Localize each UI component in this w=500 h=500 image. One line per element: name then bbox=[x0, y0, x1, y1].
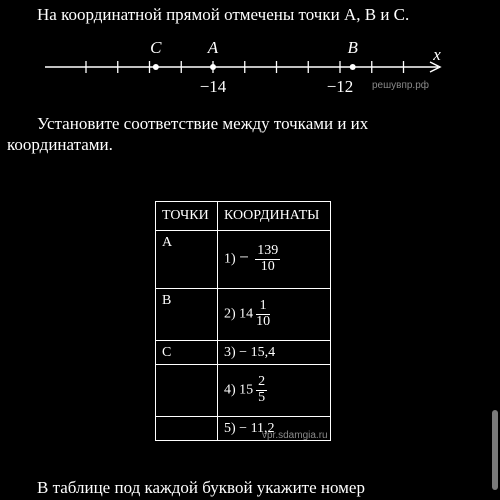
tick-label-minus12: −12 bbox=[326, 77, 354, 96]
coord-whole: 15 bbox=[239, 382, 254, 398]
point-cell: B bbox=[156, 289, 218, 341]
denominator: 10 bbox=[256, 314, 271, 329]
denominator: 5 bbox=[258, 390, 266, 405]
numerator: 2 bbox=[258, 374, 266, 390]
point-cell: C bbox=[156, 341, 218, 365]
coord-number: 3) bbox=[224, 344, 236, 360]
point-cell bbox=[156, 365, 218, 417]
point-c bbox=[153, 64, 159, 70]
point-label-a: A bbox=[207, 38, 219, 57]
header-coords: КООРДИНАТЫ bbox=[218, 202, 331, 231]
header-points: ТОЧКИ bbox=[156, 202, 218, 231]
point-cell: A bbox=[156, 231, 218, 289]
point-label-c: C bbox=[150, 38, 162, 57]
point-a bbox=[210, 64, 216, 70]
numerator: 139 bbox=[257, 243, 279, 259]
denominator: 10 bbox=[260, 259, 275, 274]
table-row bbox=[156, 341, 331, 365]
coord-value: − 11,2 bbox=[239, 420, 275, 436]
coord-value: − 15,4 bbox=[239, 344, 276, 360]
coord-cell bbox=[218, 341, 331, 365]
coord-number: 5) bbox=[224, 420, 236, 436]
scrollbar-thumb[interactable] bbox=[492, 410, 498, 490]
watermark-sdamgia: vpr.sdamgia.ru bbox=[262, 430, 328, 441]
coord-cell bbox=[218, 289, 331, 341]
axis-label-x: x bbox=[433, 45, 441, 64]
fraction bbox=[256, 375, 267, 405]
task-text-line2: координатами. bbox=[7, 135, 113, 154]
fraction bbox=[255, 244, 280, 274]
table-row bbox=[156, 289, 331, 341]
intro-text: На координатной прямой отмечены точки A, B и C. bbox=[37, 5, 410, 24]
tick-label-minus14: −14 bbox=[199, 77, 227, 96]
coord-cell bbox=[218, 365, 331, 417]
coord-whole: 14 bbox=[239, 306, 254, 322]
table-row bbox=[156, 365, 331, 417]
coord-number: 2) bbox=[224, 306, 236, 322]
coord-number: 1) bbox=[224, 251, 236, 267]
point-label-b: B bbox=[347, 38, 358, 57]
matching-table bbox=[155, 201, 331, 441]
watermark-reshuvpr: решувпр.рф bbox=[372, 80, 430, 91]
point-cell bbox=[156, 417, 218, 441]
task-text-line1: Установите соответствие между точками и их bbox=[37, 114, 369, 133]
table-header-row bbox=[156, 202, 331, 231]
table-row bbox=[156, 231, 331, 289]
fraction bbox=[256, 299, 270, 329]
numerator: 1 bbox=[256, 299, 270, 315]
coord-cell bbox=[218, 231, 331, 289]
point-b bbox=[350, 64, 356, 70]
bottom-text: В таблице под каждой буквой укажите номер bbox=[37, 478, 365, 497]
coord-sign: − bbox=[239, 247, 249, 267]
coord-number: 4) bbox=[224, 382, 236, 398]
